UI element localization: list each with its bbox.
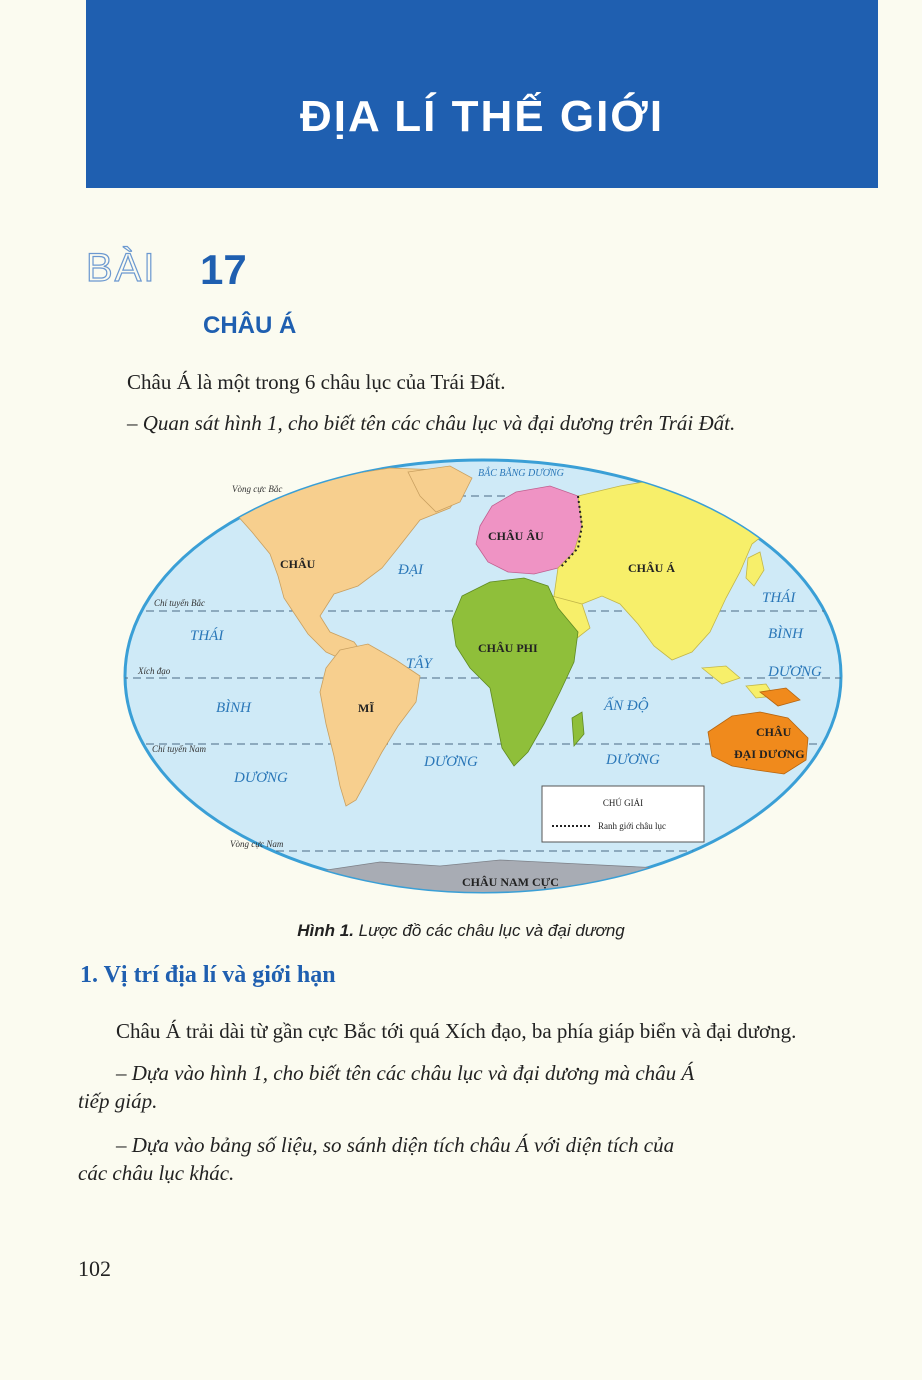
legend-item: Ranh giới châu lục [598,821,666,831]
antarctic-circle-label: Vòng cực Nam [230,839,284,849]
world-map [120,456,846,896]
ocean-arctic: BẮC BĂNG DƯƠNG [478,468,564,479]
question-2-line-2: các châu lục khác. [78,1161,235,1185]
ocean-indian-1: ẤN ĐỘ [604,698,649,714]
ocean-pacific-w1: THÁI [190,628,224,644]
label-south-america: MĨ [358,701,374,715]
lesson-word: BÀI [86,246,157,290]
figure-caption [0,921,922,941]
ocean-atlantic-1: ĐẠI [398,562,423,578]
intro-line-2: – Quan sát hình 1, cho biết tên các châu lục và đại dương trên Trái Đất. [127,411,736,435]
ocean-pacific-e1: THÁI [762,590,796,606]
figure-caption-text: Lược đồ các châu lục và đại dương [358,921,625,940]
tropic-cancer-label: Chí tuyến Bắc [154,598,205,608]
label-asia: CHÂU Á [628,561,675,575]
header-banner [86,0,878,188]
ocean-pacific-w3: DƯƠNG [234,770,288,786]
question-1-line-2: tiếp giáp. [78,1089,158,1113]
ocean-pacific-e2: BÌNH [768,626,803,642]
section-heading: 1. Vị trí địa lí và giới hạn [80,962,336,988]
figure-label: Hình 1. [297,921,354,940]
label-antarctica: CHÂU NAM CỰC [462,875,559,889]
arctic-circle-label: Vòng cực Bắc [232,484,283,494]
label-oceania-1: CHÂU [756,725,792,739]
question-2-line-1: – Dựa vào bảng số liệu, so sánh diện tích châu Á với diện tích của [116,1133,675,1157]
lesson-number: 17 [200,246,247,293]
section-paragraph: Châu Á trải dài từ gần cực Bắc tới quá Xích đạo, ba phía giáp biển và đại dương. [116,1019,797,1043]
ocean-pacific-e3: DƯƠNG [768,664,822,680]
tropic-capricorn-label: Chí tuyến Nam [152,744,206,754]
page-number: 102 [78,1256,111,1281]
page-title: ĐỊA LÍ THẾ GIỚI [299,92,665,141]
label-oceania-2: ĐẠI DƯƠNG [734,747,805,761]
lesson-title: CHÂU Á [203,312,297,339]
ocean-atlantic-3: DƯƠNG [424,754,478,770]
label-north-america: CHÂU [280,557,316,571]
ocean-pacific-w2: BÌNH [216,700,251,716]
equator-label: Xích đạo [138,666,171,676]
new-zealand [820,766,832,794]
label-europe: CHÂU ÂU [488,529,544,543]
map-legend [542,786,704,842]
question-1-line-1: – Dựa vào hình 1, cho biết tên các châu lục và đại dương mà châu Á [116,1061,695,1085]
intro-line-1: Châu Á là một trong 6 châu lục của Trái Đất. [127,370,506,394]
legend-title: CHÚ GIẢI [602,798,644,808]
ocean-atlantic-2: TÂY [406,656,432,672]
label-africa: CHÂU PHI [478,641,538,655]
ocean-indian-2: DƯƠNG [606,752,660,768]
